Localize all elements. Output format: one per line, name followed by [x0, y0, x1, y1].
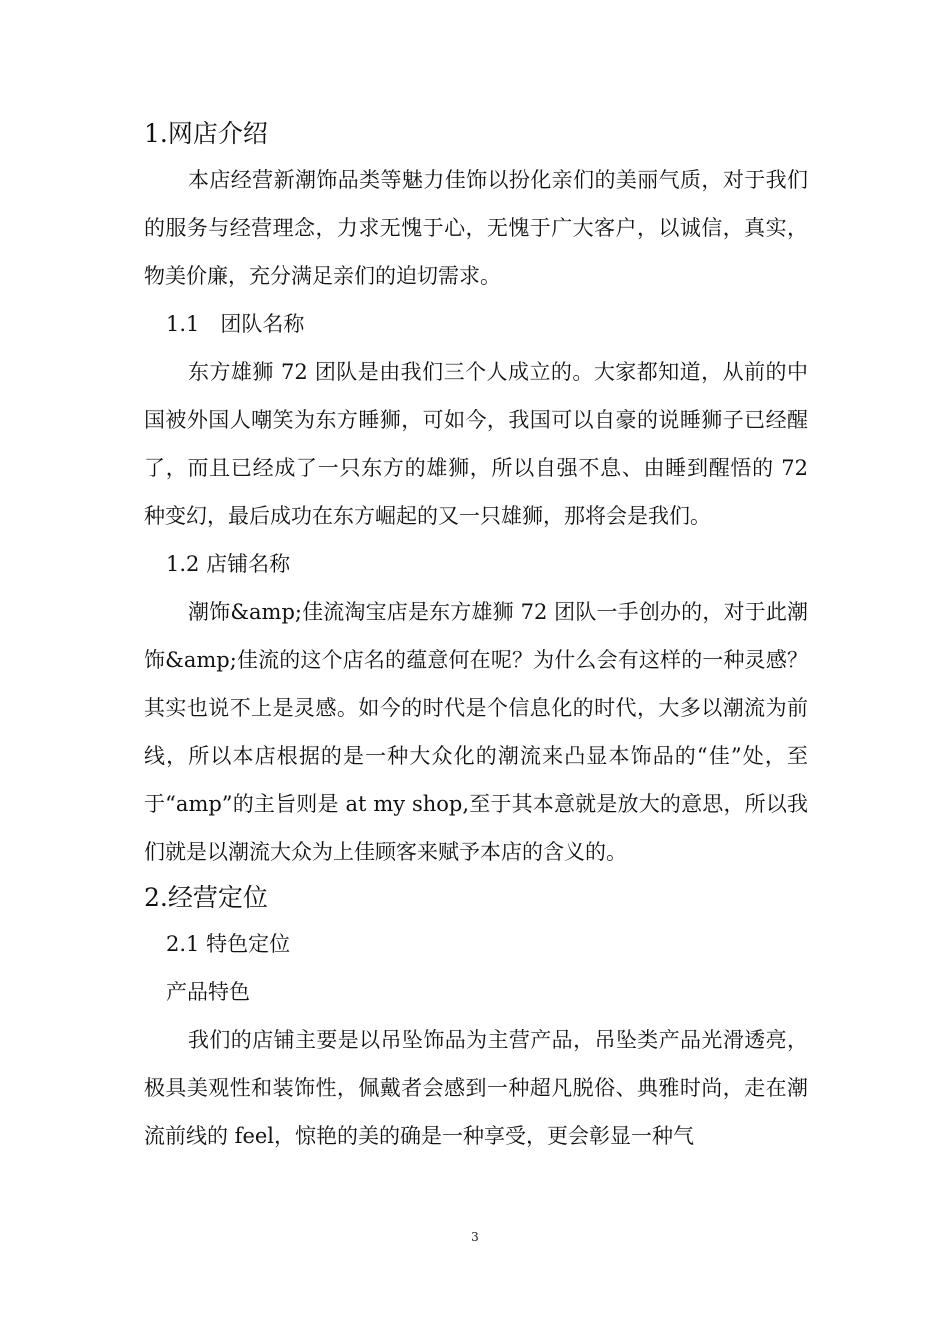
section-1-2-paragraph: 潮饰&amp;佳流淘宝店是东方雄狮 72 团队一手创办的，对于此潮饰&amp;佳流的这个店名的蕴意何在呢？为什么会有这样的一种灵感？其实也说不上是灵感。如今的时代是个信息化的时代，大多以潮流为前线，所以本店根据的是一种大众化的潮流来凸显本饰品的“佳”处，至于“amp”的主旨则是 at my shop,至于其本意就是放大的意思，所以我们就是以潮流大众为上佳顾客来赋予本店的含义的。: [144, 600, 808, 864]
section-1-1-paragraph: 东方雄狮 72 团队是由我们三个人成立的。大家都知道，从前的中国被外国人嘲笑为东方睡狮，可如今，我国可以自豪的说睡狮子已经醒了，而且已经成了一只东方的雄狮，所以自强不息、由睡到醒悟的 72 种变幻，最后成功在东方崛起的又一只雄狮，那将会是我们。: [144, 360, 808, 528]
section-2-heading: 2.经营定位: [144, 883, 268, 912]
document-body: [144, 112, 808, 1160]
page-number: 3: [471, 1230, 479, 1244]
section-1-heading: 1.网店介绍: [144, 119, 268, 148]
section-2-1-paragraph: 我们的店铺主要是以吊坠饰品为主营产品，吊坠类产品光滑透亮，极具美观性和装饰性，佩戴者会感到一种超凡脱俗、典雅时尚，走在潮流前线的 feel，惊艳的美的确是一种享受，更会彰显一种气: [144, 1028, 808, 1148]
section-1-intro-paragraph: 本店经营新潮饰品类等魅力佳饰以扮化亲们的美丽气质，对于我们的服务与经营理念，力求无愧于心，无愧于广大客户，以诚信，真实，物美价廉，充分满足亲们的迫切需求。: [144, 168, 808, 288]
section-1-1-heading: 1.1 团队名称: [166, 312, 305, 336]
section-1-2-heading: 1.2 店铺名称: [166, 552, 291, 576]
section-2-1-subheading: 产品特色: [166, 980, 250, 1004]
section-2-1-heading: 2.1 特色定位: [166, 932, 291, 956]
